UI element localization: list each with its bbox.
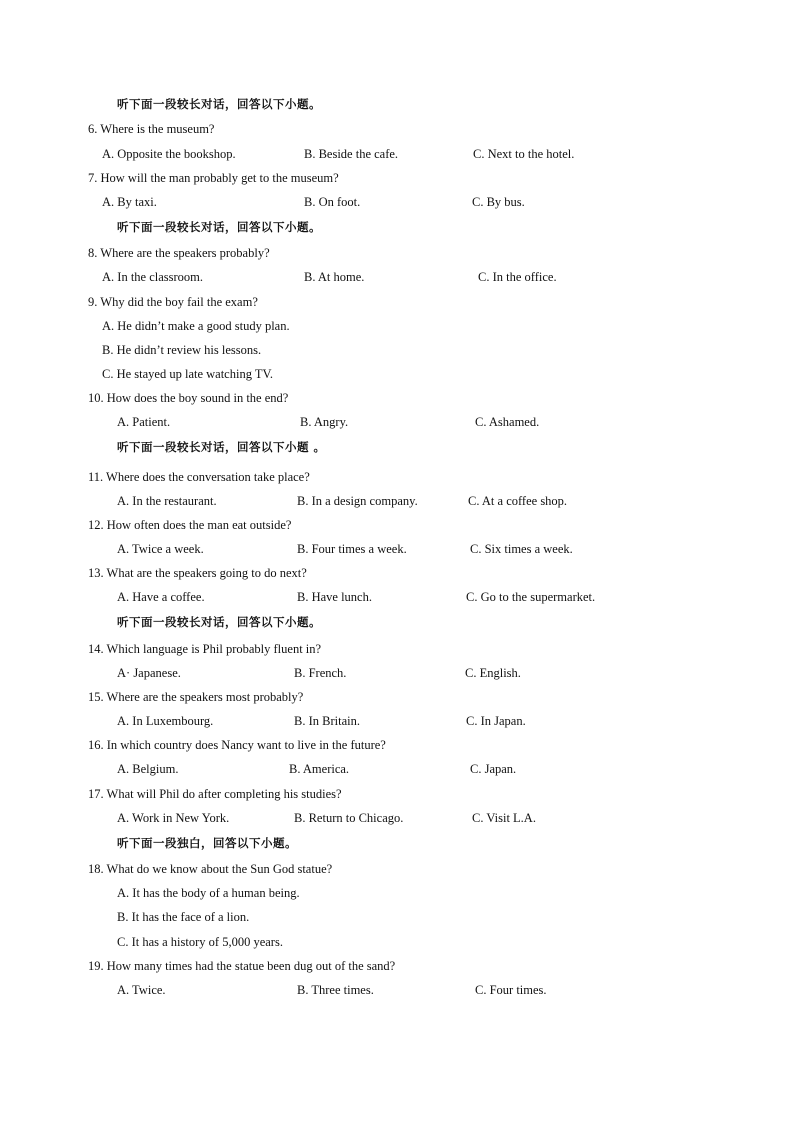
q7-option-c: C. By bus. — [472, 195, 525, 209]
q17-option-c: C. Visit L.A. — [472, 811, 536, 825]
q8-option-c: C. In the office. — [478, 270, 557, 284]
section-header: 听下面一段较长对话，回答以下小题。 — [117, 615, 321, 629]
q15-option-a: A. In Luxembourg. — [117, 714, 214, 728]
question-17: 17. What will Phil do after completing his studies? — [88, 787, 342, 801]
q16-option-a: A. Belgium. — [117, 762, 179, 776]
q7-option-a: A. By taxi. — [102, 195, 157, 209]
q8-option-b: B. At home. — [304, 270, 365, 284]
q11-option-b: B. In a design company. — [297, 494, 418, 508]
q14-option-b: B. French. — [294, 666, 347, 680]
q12-option-b: B. Four times a week. — [297, 542, 407, 556]
q10-option-c: C. Ashamed. — [475, 415, 540, 429]
q9-option-b: B. He didn’t review his lessons. — [102, 343, 262, 357]
q19-option-a: A. Twice. — [117, 983, 166, 997]
q11-option-a: A. In the restaurant. — [117, 494, 217, 508]
question-13: 13. What are the speakers going to do next? — [88, 566, 307, 580]
question-19: 19. How many times had the statue been dug out of the sand? — [88, 959, 396, 973]
section-header: 听下面一段较长对话，回答以下小题。 — [117, 97, 321, 111]
question-6: 6. Where is the museum? — [88, 122, 215, 136]
question-10: 10. How does the boy sound in the end? — [88, 391, 289, 405]
q14-option-c: C. English. — [465, 666, 521, 680]
q18-option-c: C. It has a history of 5,000 years. — [117, 935, 283, 949]
question-15: 15. Where are the speakers most probably? — [88, 690, 304, 704]
q19-option-c: C. Four times. — [475, 983, 547, 997]
q13-option-c: C. Go to the supermarket. — [466, 590, 596, 604]
q10-option-b: B. Angry. — [300, 415, 349, 429]
q9-option-c: C. He stayed up late watching TV. — [102, 367, 274, 381]
q6-option-a: A. Opposite the bookshop. — [102, 147, 236, 161]
q12-option-a: A. Twice a week. — [117, 542, 204, 556]
question-12: 12. How often does the man eat outside? — [88, 518, 292, 532]
q18-option-a: A. It has the body of a human being. — [117, 886, 300, 900]
q12-option-c: C. Six times a week. — [470, 542, 573, 556]
question-7: 7. How will the man probably get to the museum? — [88, 171, 339, 185]
section-header: 听下面一段较长对话，回答以下小题。 — [117, 220, 321, 234]
q9-option-a: A. He didn’t make a good study plan. — [102, 319, 290, 333]
q6-option-b: B. Beside the cafe. — [304, 147, 399, 161]
question-9: 9. Why did the boy fail the exam? — [88, 295, 258, 309]
q16-option-b: B. America. — [289, 762, 350, 776]
q14-option-a: A· Japanese. — [117, 666, 181, 680]
q17-option-a: A. Work in New York. — [117, 811, 230, 825]
q18-option-b: B. It has the face of a lion. — [117, 910, 250, 924]
q13-option-a: A. Have a coffee. — [117, 590, 205, 604]
question-14: 14. Which language is Phil probably fluent in? — [88, 642, 322, 656]
section-header: 听下面一段独白，回答以下小题。 — [117, 836, 297, 850]
q11-option-c: C. At a coffee shop. — [468, 494, 568, 508]
q13-option-b: B. Have lunch. — [297, 590, 372, 604]
question-11: 11. Where does the conversation take place? — [88, 470, 310, 484]
q15-option-c: C. In Japan. — [466, 714, 526, 728]
question-18: 18. What do we know about the Sun God statue? — [88, 862, 333, 876]
question-16: 16. In which country does Nancy want to live in the future? — [88, 738, 386, 752]
q6-option-c: C. Next to the hotel. — [473, 147, 575, 161]
q16-option-c: C. Japan. — [470, 762, 517, 776]
section-header: 听下面一段较长对话，回答以下小题 。 — [117, 440, 326, 454]
q10-option-a: A. Patient. — [117, 415, 171, 429]
question-8: 8. Where are the speakers probably? — [88, 246, 270, 260]
q15-option-b: B. In Britain. — [294, 714, 360, 728]
q19-option-b: B. Three times. — [297, 983, 374, 997]
q7-option-b: B. On foot. — [304, 195, 361, 209]
q8-option-a: A. In the classroom. — [102, 270, 204, 284]
q17-option-b: B. Return to Chicago. — [294, 811, 404, 825]
